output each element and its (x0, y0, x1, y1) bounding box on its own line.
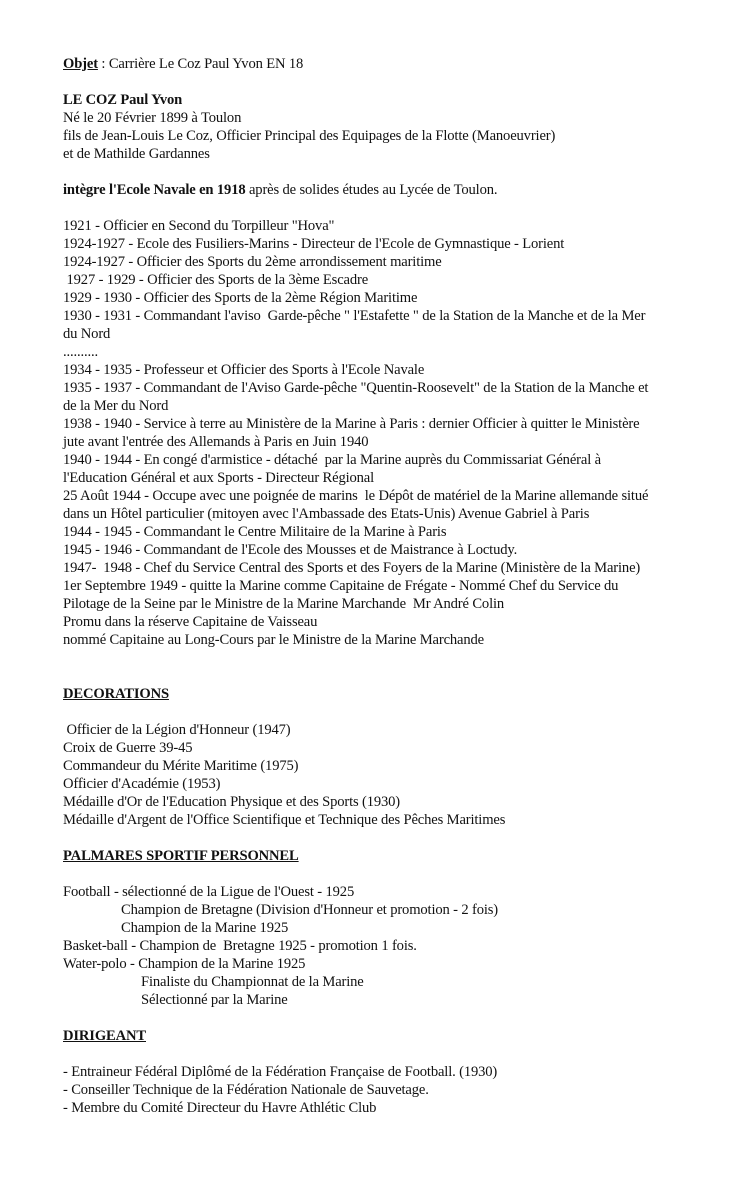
palmares-list (63, 883, 743, 1009)
career-line: 1945 - 1946 - Commandant de l'Ecole des Mousses et de Maistrance à Loctudy. (63, 542, 518, 558)
career-line: dans un Hôtel particulier (mitoyen avec l'Ambassade des Etats-Unis) Avenue Gabriel à Paris (63, 506, 590, 522)
dirigeant-item: - Entraineur Fédéral Diplômé de la Fédération Française de Football. (1930) (63, 1064, 498, 1080)
naval-school-entry (63, 181, 743, 199)
decoration-item: Officier de la Légion d'Honneur (1947) (63, 722, 291, 738)
palmares-football-sub: Champion de Bretagne (Division d'Honneur et promotion - 2 fois) (121, 902, 499, 918)
career-line: 1940 - 1944 - En congé d'armistice - détaché par la Marine auprès du Commissariat Général à (63, 452, 601, 468)
dirigeant-heading: DIRIGEANT (63, 1028, 146, 1044)
palmares-waterpolo-sub: Sélectionné par la Marine (141, 992, 288, 1008)
career-line: 1947- 1948 - Chef du Service Central des Sports et des Foyers de la Marine (Ministère de la Marine) (63, 560, 641, 576)
entry-bold: intègre l'Ecole Navale en 1918 (63, 182, 246, 198)
palmares-heading: PALMARES SPORTIF PERSONNEL (63, 848, 299, 864)
career-line: du Nord (63, 326, 111, 342)
palmares-waterpolo-sub: Finaliste du Championnat de la Marine (141, 974, 364, 990)
dirigeant-list (63, 1063, 743, 1117)
decoration-item: Médaille d'Argent de l'Office Scientifique et Technique des Pêches Maritimes (63, 812, 506, 828)
decoration-item: Médaille d'Or de l'Education Physique et des Sports (1930) (63, 794, 401, 810)
career-list-part1 (63, 217, 743, 343)
career-line: Promu dans la réserve Capitaine de Vaisseau (63, 614, 318, 630)
career-line: 1938 - 1940 - Service à terre au Ministère de la Marine à Paris : dernier Officier à quitter le Ministère (63, 416, 640, 432)
career-line: nommé Capitaine au Long-Cours par le Ministre de la Marine Marchande (63, 632, 484, 648)
document-page (63, 55, 743, 1117)
career-ellipsis: .......... (63, 344, 98, 360)
career-line: 1935 - 1937 - Commandant de l'Aviso Garde-pêche "Quentin-Roosevelt" de la Station de la Manche et (63, 380, 649, 396)
career-line: de la Mer du Nord (63, 398, 169, 414)
palmares-football: Football - sélectionné de la Ligue de l'Ouest - 1925 (63, 884, 355, 900)
father-line: fils de Jean-Louis Le Coz, Officier Principal des Equipages de la Flotte (Manoeuvrier) (63, 128, 556, 144)
dirigeant-item: - Conseiller Technique de la Fédération Nationale de Sauvetage. (63, 1082, 429, 1098)
palmares-basket: Basket-ball - Champion de Bretagne 1925 - promotion 1 fois. (63, 938, 417, 954)
dirigeant-item: - Membre du Comité Directeur du Havre Athlétic Club (63, 1100, 377, 1116)
mother-line: et de Mathilde Gardannes (63, 146, 210, 162)
object-line (63, 55, 743, 73)
object-value: Carrière Le Coz Paul Yvon EN 18 (108, 56, 304, 72)
career-line: 1924-1927 - Ecole des Fusiliers-Marins - Directeur de l'Ecole de Gymnastique - Lorient (63, 236, 565, 252)
career-line: 1927 - 1929 - Officier des Sports de la 3ème Escadre (63, 272, 369, 288)
career-line: 1921 - Officier en Second du Torpilleur "Hova" (63, 218, 335, 234)
palmares-football-sub: Champion de la Marine 1925 (121, 920, 289, 936)
career-line: Pilotage de la Seine par le Ministre de la Marine Marchande Mr André Colin (63, 596, 505, 612)
career-line: 25 Août 1944 - Occupe avec une poignée de marins le Dépôt de matériel de la Marine allemande situé (63, 488, 649, 504)
career-line: 1930 - 1931 - Commandant l'aviso Garde-pêche " l'Estafette " de la Station de la Manche et de la Mer (63, 308, 646, 324)
career-line: 1er Septembre 1949 - quitte la Marine comme Capitaine de Frégate - Nommé Chef du Service du (63, 578, 619, 594)
decorations-list (63, 721, 743, 829)
career-line: 1924-1927 - Officier des Sports du 2ème arrondissement maritime (63, 254, 442, 270)
career-line: l'Education Général et aux Sports - Directeur Régional (63, 470, 375, 486)
object-label: Objet (63, 56, 98, 72)
object-separator: : (97, 56, 109, 72)
career-line: 1929 - 1930 - Officier des Sports de la 2ème Région Maritime (63, 290, 418, 306)
decorations-heading: DECORATIONS (63, 686, 169, 702)
person-name: LE COZ Paul Yvon (63, 92, 183, 108)
decoration-item: Commandeur du Mérite Maritime (1975) (63, 758, 299, 774)
entry-rest: après de solides études au Lycée de Toulon. (245, 182, 498, 198)
birth-line: Né le 20 Février 1899 à Toulon (63, 110, 242, 126)
decoration-item: Croix de Guerre 39-45 (63, 740, 193, 756)
career-line: 1944 - 1945 - Commandant le Centre Militaire de la Marine à Paris (63, 524, 447, 540)
career-list-part2 (63, 361, 743, 649)
career-line: jute avant l'entrée des Allemands à Paris en Juin 1940 (63, 434, 369, 450)
career-line: 1934 - 1935 - Professeur et Officier des Sports à l'Ecole Navale (63, 362, 425, 378)
decoration-item: Officier d'Académie (1953) (63, 776, 221, 792)
palmares-waterpolo: Water-polo - Champion de la Marine 1925 (63, 956, 306, 972)
